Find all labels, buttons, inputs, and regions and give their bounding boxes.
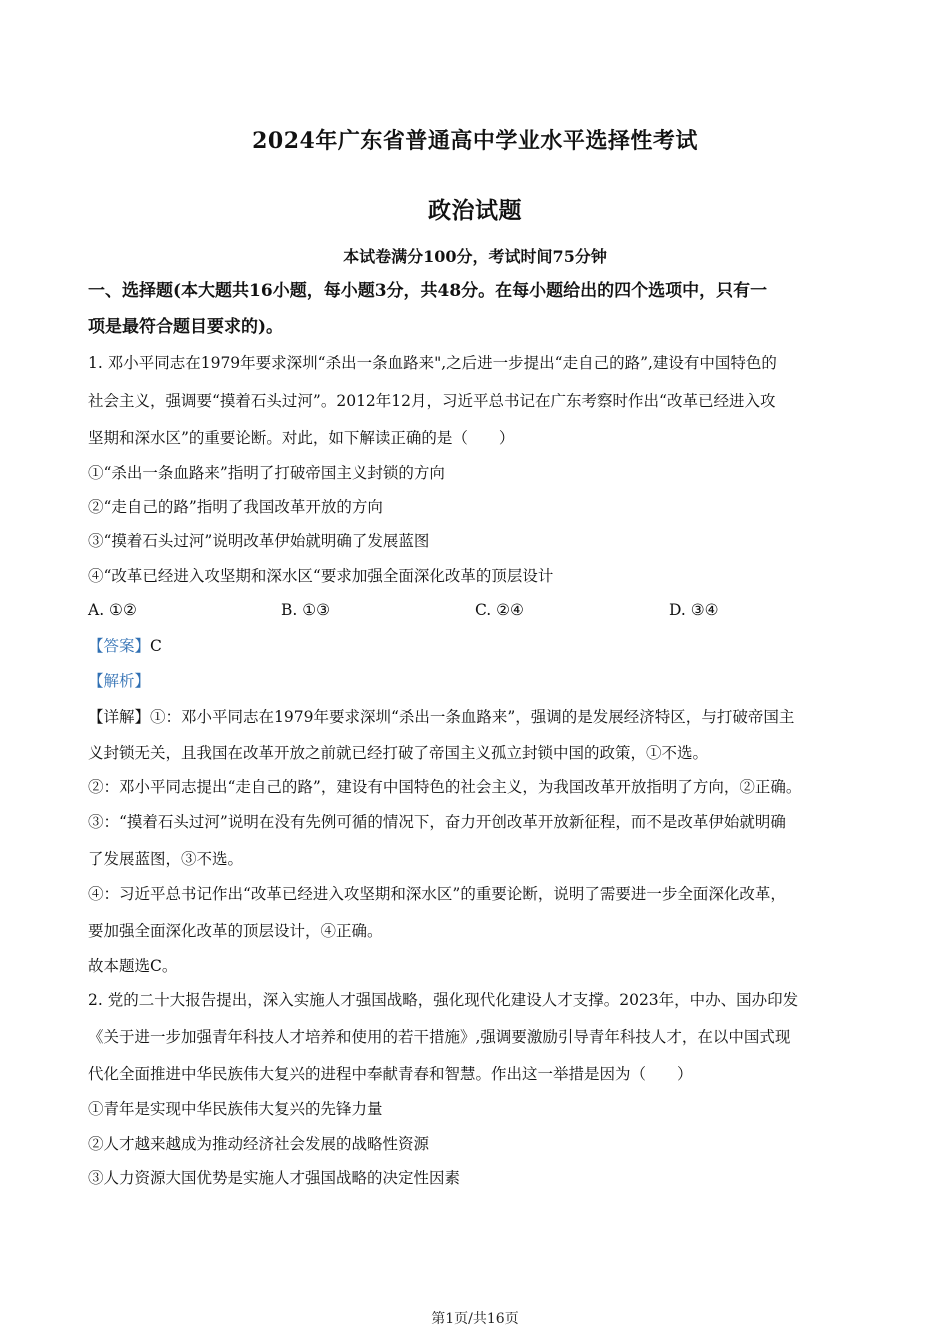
q1-option-a: A. ①② bbox=[88, 601, 137, 619]
answer-value: C bbox=[150, 637, 162, 655]
q1-explanation-line-1 bbox=[88, 707, 878, 727]
subject-title: 政治试题 bbox=[428, 197, 522, 224]
q1-stem-line-2: 社会主义，强调要“摸着石头过河”。2012年12月，习近平总书记在广东考察时作出“改革已经进入攻 bbox=[88, 392, 776, 410]
q1-statement-4: ④“改革已经进入攻坚期和深水区“要求加强全面深化改革的顶层设计 bbox=[88, 567, 554, 585]
q1-explanation-line-4: ③：“摸着石头过河”说明在没有先例可循的情况下，奋力开创改革开放新征程，而不是改革伊始就明确 bbox=[88, 813, 786, 831]
section-heading-line-2: 项是最符合题目要求的)。 bbox=[88, 317, 284, 337]
page-number: 第1页/共16页 bbox=[431, 1311, 519, 1327]
q1-explanation-line-6: ④：习近平总书记作出“改革已经进入攻坚期和深水区”的重要论断，说明了需要进一步全面深化改革， bbox=[88, 885, 786, 903]
q2-statement-1: ①青年是实现中华民族伟大复兴的先锋力量 bbox=[88, 1100, 383, 1118]
q1-statement-3: ③“摸着石头过河”说明改革伊始就明确了发展蓝图 bbox=[88, 532, 430, 550]
q1-statement-2: ②“走自己的路”指明了我国改革开放的方向 bbox=[88, 498, 383, 516]
q2-stem-line-2: 《关于进一步加强青年科技人才培养和使用的若干措施》,强调要激励引导青年科技人才，在以中国式现 bbox=[88, 1028, 791, 1046]
detail-label: 【详解】 bbox=[88, 708, 151, 726]
q1-explanation-line-7: 要加强全面深化改革的顶层设计，④正确。 bbox=[88, 922, 383, 940]
exam-title: 2024年广东省普通高中学业水平选择性考试 bbox=[252, 128, 698, 154]
q1-stem-line-3: 坚期和深水区”的重要论断。对此，如下解读正确的是（ ） bbox=[88, 429, 515, 447]
explanation-text: ①：邓小平同志在1979年要求深圳“杀出一条血路来”，强调的是发展经济特区，与打破帝国主 bbox=[150, 708, 795, 726]
q1-option-c: C. ②④ bbox=[475, 601, 524, 619]
q1-explanation-line-5: 了发展蓝图，③不选。 bbox=[88, 850, 244, 868]
q1-answer-line bbox=[88, 636, 878, 656]
q1-stem-line-1: 1. 邓小平同志在1979年要求深圳“杀出一条血路来",之后进一步提出“走自己的路”,建设有中国特色的 bbox=[88, 354, 777, 372]
q1-option-d: D. ③④ bbox=[669, 601, 719, 619]
exam-info: 本试卷满分100分，考试时间75分钟 bbox=[343, 247, 607, 266]
q1-conclusion: 故本题选C。 bbox=[88, 957, 178, 975]
q2-statement-2: ②人才越来越成为推动经济社会发展的战略性资源 bbox=[88, 1135, 430, 1153]
q1-option-b: B. ①③ bbox=[281, 601, 331, 619]
q1-explanation-line-2: 义封锁无关，且我国在改革开放之前就已经打破了帝国主义孤立封锁中国的政策，①不选。 bbox=[88, 744, 709, 762]
q2-stem-line-3: 代化全面推进中华民族伟大复兴的进程中奉献青春和智慧。作出这一举措是因为（ ） bbox=[88, 1065, 693, 1083]
section-heading-line-1: 一、选择题(本大题共16小题，每小题3分，共48分。在每小题给出的四个选项中，只有一 bbox=[88, 281, 768, 301]
q1-statement-1: ①“杀出一条血路来”指明了打破帝国主义封锁的方向 bbox=[88, 464, 445, 482]
q1-explanation-line-3: ②：邓小平同志提出“走自己的路”，建设有中国特色的社会主义，为我国改革开放指明了方向，②正确。 bbox=[88, 778, 802, 796]
analysis-label: 【解析】 bbox=[88, 672, 151, 690]
q2-statement-3: ③人力资源大国优势是实施人才强国战略的决定性因素 bbox=[88, 1169, 461, 1187]
q2-stem-line-1: 2. 党的二十大报告提出，深入实施人才强国战略，强化现代化建设人才支撑。2023年，中办、国办印发 bbox=[88, 991, 799, 1009]
answer-label: 【答案】 bbox=[88, 637, 151, 655]
